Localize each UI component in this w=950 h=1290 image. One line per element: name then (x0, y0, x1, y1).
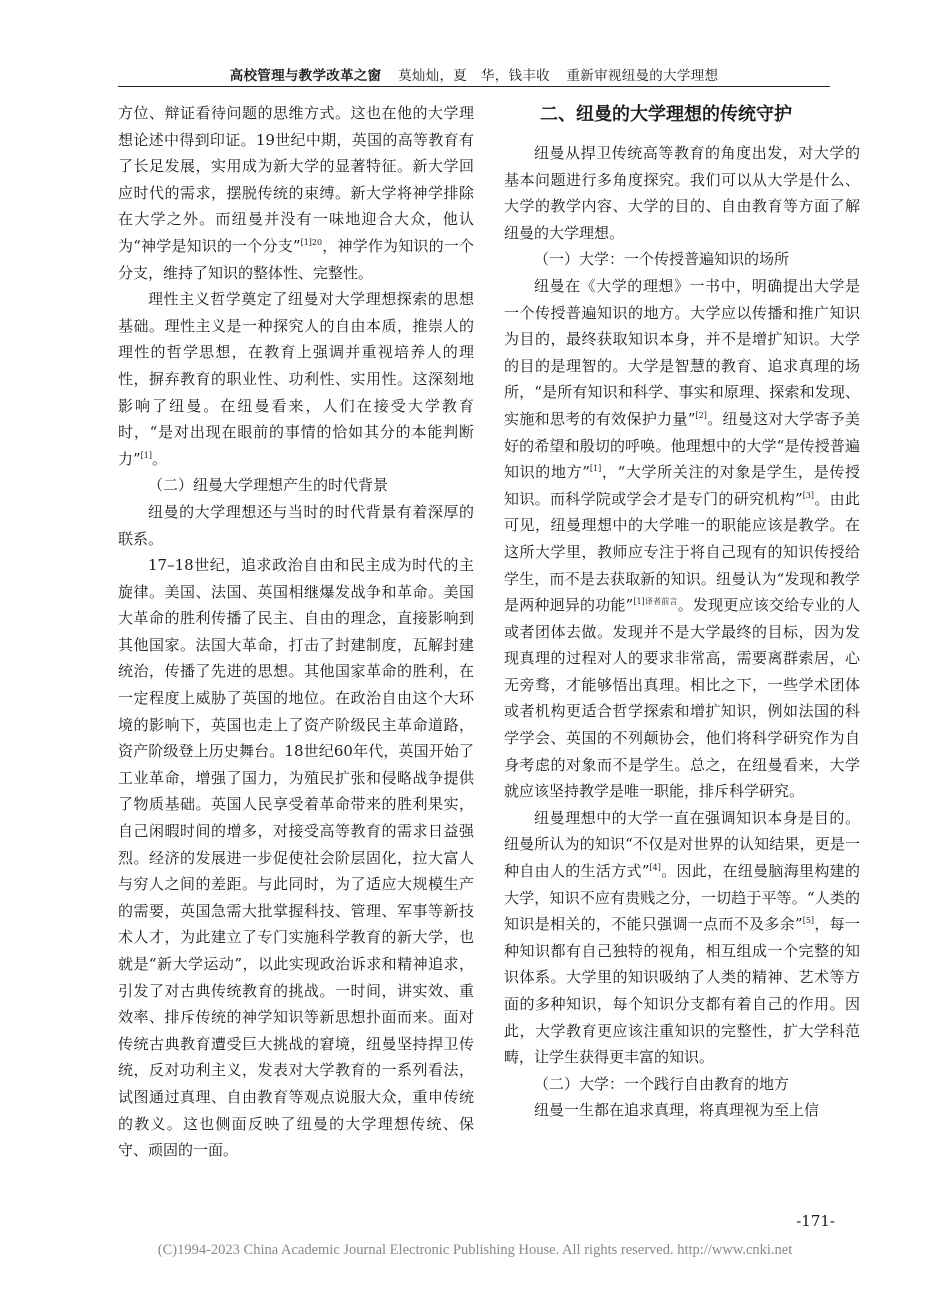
subsection-heading: （二）纽曼大学理想产生的时代背景 (148, 476, 389, 495)
citation: [2] (695, 410, 707, 420)
header-divider (118, 86, 830, 87)
left-column (118, 100, 474, 1164)
citation: [3] (802, 490, 815, 500)
paragraph: 纽曼在《大学的理想》一书中，明确提出大学是一个传授普遍知识的地方。大学应以传播和推广知识为目的，最终获取知识本身，并不是增扩知识。大学的目的是理智的。大学是智慧的教育、追求真理的场所，“是所有知识和科学、事实和原理、探索和发现、实施和思考的有效保护力量”[2]。纽曼这对大学寄予美好的希望和殷切的呼唤。他理想中的大学“是传授普遍知识的地方”[1]，“大学所关注的对象是学生，是传授知识。而科学院或学会才是专门的研究机构”[3]。由此可见，纽曼理想中的大学唯一的职能应该是教学。在这所大学里，教师应专注于将自己现有的知识传授给学生，而不是去获取新的知识。纽曼认为“发现和教学是两种迥异的功能”$^{[1]译者前言}$。发现更应该交给专业的人或者团体去做。发现并不是大学最终的目标，因为发现真理的过程对人的要求非常高，需要离群索居，心无旁骛，才能够悟出真理。相比之下，一些学术团体或者机构更适合哲学探索和增扩知识，例如法国的科学学会、英国的不列颠协会，他们将科学研究作为自身考虑的对象而不是学生。总之，在纽曼看来，大学就应该坚持教学是唯一职能，排斥科学研究。 (504, 276, 860, 801)
subsection-heading: （一）大学：一个传授普遍知识的场所 (534, 250, 790, 269)
section-heading: 二、纽曼的大学理想的传统守护 (540, 104, 792, 125)
paragraph: 纽曼理想中的大学一直在强调知识本身是目的。纽曼所认为的知识“不仅是对世界的认知结果，更是一种自由人的生活方式”[4]。因此，在纽曼脑海里构建的大学，知识不应有贵贱之分，一切趋于平等。“人类的知识是相关的，不能只强调一点而不及多余”[5]，每一种知识都有自己独特的视角，相互组成一个完整的知识体系。大学里的知识吸纳了人类的精神、艺术等方面的多种知识，每个知识分支都有着自己的作用。因此，大学教育更应该注重知识的完整性，扩大学科范畴，让学生获得更丰富的知识。 (504, 808, 860, 1067)
citation: [1] (140, 450, 153, 460)
citation: [1] (589, 464, 602, 474)
page-number: -171- (796, 1212, 835, 1230)
paragraph: 方位、辩证看待问题的思维方式。这也在他的大学理想论述中得到印证。19世纪中期，英国的高等教育有了长足发展，实用成为新大学的显著特征。新大学回应时代的需求，摆脱传统的束缚。新大学将神学排除在大学之外。而纽曼并没有一味地迎合大众，他认为“神学是知识的一个分支”$^{[1]20}$，神学作为知识的一个分支，维持了知识的整体性、完整性。 (118, 104, 474, 282)
running-header (118, 64, 830, 84)
citation: [1]译者前言 (633, 597, 678, 607)
right-column (504, 100, 860, 1124)
header-authors: 莫灿灿，夏 华，钱丰收 (398, 68, 550, 84)
citation: [1]20 (300, 237, 323, 247)
paragraph: 17–18世纪，追求政治自由和民主成为时代的主旋律。美国、法国、英国相继爆发战争和革命。美国大革命的胜利传播了民主、自由的理念，直接影响到其他国家。法国大革命，打击了封建制度，瓦解封建统治，传播了先进的思想。其他国家革命的胜利，在一定程度上威胁了英国的地位。在政治自由这个大环境的影响下，英国也走上了资产阶级民主革命道路，资产阶级登上历史舞台。18世纪60年代，英国开始了工业革命，增强了国力，为殖民扩张和侵略战争提供了物质基础。英国人民享受着革命带来的胜利果实，自己闲暇时间的增多，对接受高等教育的需求日益强烈。经济的发展进一步促使社会阶层固化，拉大富人与穷人之间的差距。与此同时，为了适应大规模生产的需要，英国急需大批掌握科技、管理、军事等新技术人才，为此建立了专门实施科学教育的新大学，也就是“新大学运动”，以此实现政治诉求和精神追求，引发了对古典传统教育的挑战。一时间，讲实效、重效率、排斥传统的神学知识等新思想扑面而来。面对传统古典教育遭受巨大挑战的窘境，纽曼坚持捍卫传统，反对功利主义，发表对大学教育的一系列看法，试图通过真理、自由教育等观点说服大众，重申传统的教义。这也侧面反映了纽曼的大学理想传统、保守、顽固的一面。 (118, 556, 474, 1160)
journal-section-title: 高校管理与教学改革之窗 (229, 68, 382, 84)
copyright-notice: (C)1994-2023 China Academic Journal Electronic Publishing House. All rights reserved. http://www.cnki.net (157, 1242, 793, 1258)
header-article-title: 重新审视纽曼的大学理想 (566, 68, 719, 84)
paragraph: 纽曼一生都在追求真理，将真理视为至上信 (534, 1101, 820, 1120)
subsection-heading: （二）大学：一个践行自由教育的地方 (534, 1074, 790, 1093)
paragraph: 纽曼的大学理想还与当时的时代背景有着深厚的联系。 (118, 502, 474, 548)
citation: [5] (802, 916, 815, 926)
paragraph: 理性主义哲学奠定了纽曼对大学理想探索的思想基础。理性主义是一种探究人的自由本质，推崇人的理性的哲学思想，在教育上强调并重视培养人的理性，摒弃教育的职业性、功利性、实用性。这深刻地影响了纽曼。在纽曼看来，人们在接受大学教育时，“是对出现在眼前的事情的恰如其分的本能判断力”[1]。 (118, 290, 474, 468)
citation: [4] (649, 863, 661, 873)
paragraph: 纽曼从捍卫传统高等教育的角度出发，对大学的基本问题进行多角度探究。我们可以从大学是什么、大学的教学内容、大学的目的、自由教育等方面了解纽曼的大学理想。 (504, 144, 860, 242)
